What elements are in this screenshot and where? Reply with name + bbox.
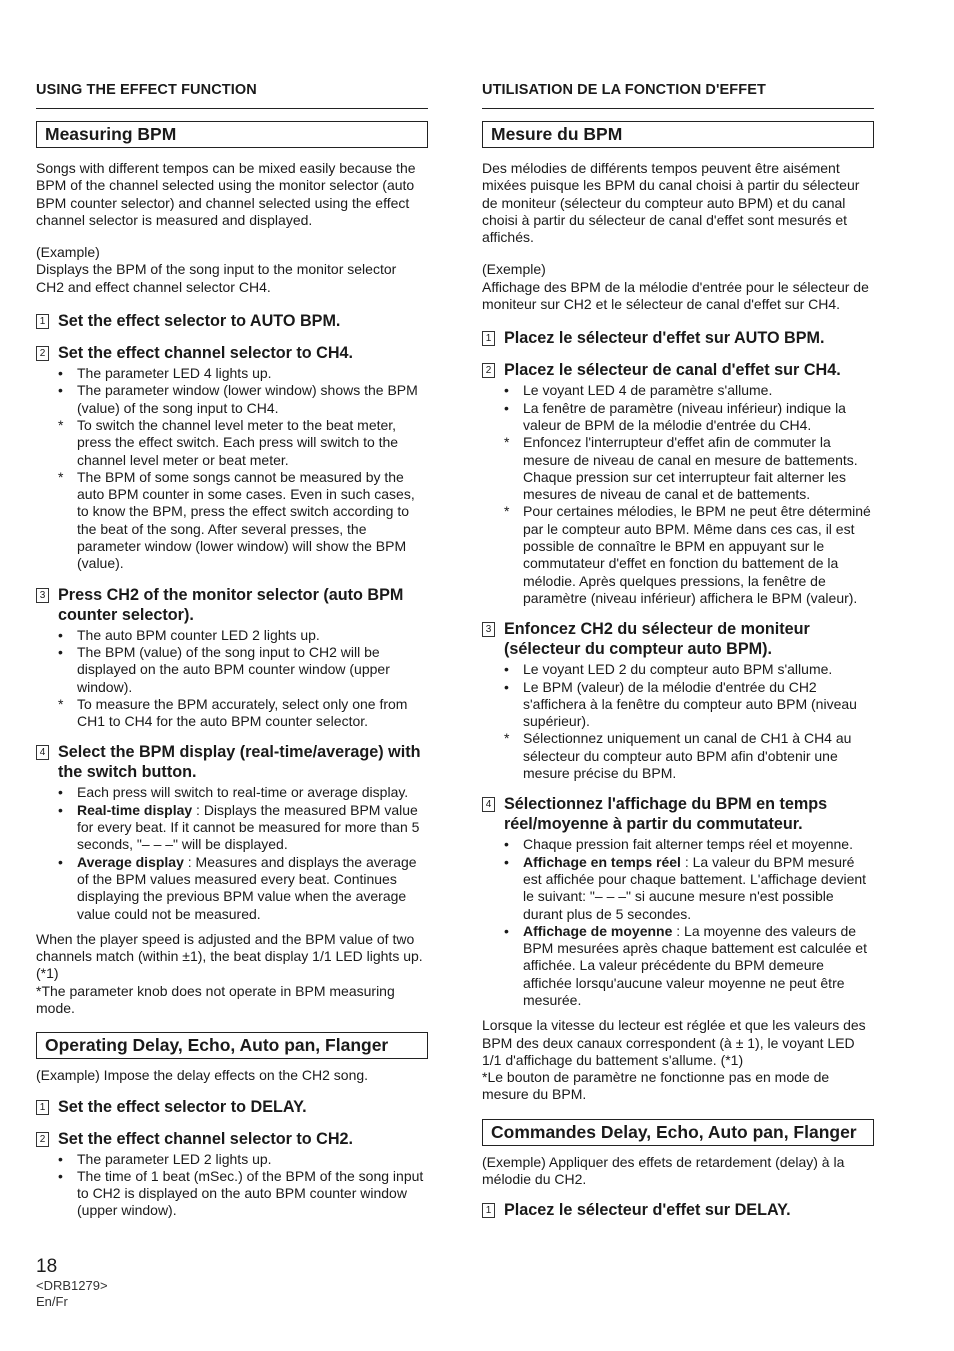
step-detail-list	[36, 784, 428, 922]
operating-delay-title: Operating Delay, Echo, Auto pan, Flanger	[36, 1032, 428, 1059]
list-item	[504, 503, 874, 607]
step-heading	[482, 1200, 874, 1220]
step-heading	[36, 742, 428, 782]
step-text: Set the effect selector to AUTO BPM.	[58, 312, 341, 331]
item-text: Chaque pression fait alterner temps réel et moyenne.	[523, 836, 853, 853]
step-number-box: 3	[482, 622, 495, 637]
bullet-marker: •	[504, 382, 509, 399]
step-number-box: 2	[36, 346, 49, 361]
asterisk-marker: *	[58, 416, 64, 433]
step-number-box: 3	[36, 588, 49, 603]
item-text: The parameter window (lower window) shows the BPM (value) of the song input to CH4.	[77, 382, 418, 416]
item-text: : Displays the measured BPM value for every beat. If it cannot be measured for more than 5 seconds, "– – –" will be displayed.	[77, 801, 420, 853]
list-item	[58, 365, 428, 382]
list-item	[504, 730, 874, 782]
step-detail-list	[482, 836, 874, 1009]
step-heading	[482, 794, 874, 834]
bullet-marker: •	[504, 661, 509, 678]
step-number-box: 1	[482, 331, 495, 346]
note-paragraph: *The parameter knob does not operate in BPM measuring mode.	[36, 982, 395, 1016]
item-text: Enfoncez l'interrupteur d'effet afin de commuter la mesure de niveau de canal en mesure de battements. Chaque pression sur cet interrupteur fait alterner les mesures de niveau de canal et de battements.	[523, 434, 858, 503]
list-item	[58, 695, 428, 731]
step-heading	[36, 343, 428, 363]
asterisk-marker: *	[504, 730, 510, 747]
step-heading	[482, 619, 874, 659]
list-item	[504, 661, 874, 678]
list-item	[504, 434, 874, 503]
item-text: The BPM of some songs cannot be measured by the auto BPM counter in some cases. Even in such cases, to know the BPM, press the effect switch according to the beat of the song. After several presses, the parameter window (lower window) will show the BPM (value).	[77, 468, 415, 572]
step-detail-list	[482, 661, 874, 782]
step-text: Placez le sélecteur de canal d'effet sur CH4.	[504, 361, 841, 380]
step-text: Placez le sélecteur d'effet sur DELAY.	[504, 1201, 791, 1220]
bullet-marker: •	[58, 626, 63, 643]
asterisk-marker: *	[58, 695, 64, 712]
step-detail-list	[482, 382, 874, 607]
intro-paragraph: (Exemple) Appliquer des effets de retardement (delay) à la mélodie du CH2.	[482, 1153, 845, 1188]
step-heading	[482, 328, 874, 348]
item-text: To measure the BPM accurately, select only one from CH1 to CH4 for the auto BPM counter selector.	[77, 695, 408, 730]
item-text: Sélectionnez uniquement un canal de CH1 à CH4 au sélecteur du compteur auto BPM afin d'obtenir une mesure précise du BPM.	[523, 730, 852, 782]
step-number-box: 2	[36, 1132, 49, 1147]
list-item	[504, 853, 874, 923]
item-text: The parameter LED 2 lights up.	[77, 1150, 272, 1167]
step-detail-list	[36, 365, 428, 573]
intro-paragraph: (Example) Impose the delay effects on the CH2 song.	[36, 1067, 369, 1084]
mesure-bpm-title: Mesure du BPM	[482, 121, 874, 148]
item-text: The BPM (value) of the song input to CH2 will be displayed on the auto BPM counter window (upper window).	[77, 643, 390, 695]
item-label: Average display	[77, 853, 184, 870]
bullet-marker: •	[504, 399, 509, 416]
step-detail-list	[36, 627, 428, 731]
intro-paragraph: Songs with different tempos can be mixed easily because the BPM of the channel selected using the monitor selector (auto BPM counter selector) and channel selected using the effect channel selector is measured and displayed.	[36, 160, 416, 228]
example-label: (Exemple)	[482, 261, 546, 278]
french-column	[482, 82, 874, 1220]
steps-list	[482, 328, 874, 1009]
steps-list	[36, 311, 428, 923]
list-item	[58, 382, 428, 417]
step-number-box: 1	[36, 314, 49, 329]
section-header: UTILISATION DE LA FONCTION D'EFFET	[482, 82, 874, 109]
list-item	[504, 836, 874, 853]
step-number-box: 4	[482, 797, 495, 812]
list-item	[58, 1150, 428, 1168]
example-text: Displays the BPM of the song input to the monitor selector CH2 and effect channel selector CH4.	[36, 261, 397, 295]
item-text: The parameter LED 4 lights up.	[77, 365, 272, 382]
example-text: Affichage des BPM de la mélodie d'entrée pour le sélecteur de moniteur sur CH2 et le sélecteur de canal d'effet sur CH4.	[482, 278, 869, 313]
step-text: Sélectionnez l'affichage du BPM en temps réel/moyenne à partir du commutateur.	[504, 795, 828, 834]
item-text: To switch the channel level meter to the beat meter, press the effect switch. Each press will switch to the channel level meter or beat meter.	[77, 416, 399, 468]
list-item	[58, 784, 428, 801]
step-text: Set the effect selector to DELAY.	[58, 1097, 307, 1116]
english-column	[36, 82, 428, 1220]
item-label: Real-time display	[77, 801, 193, 818]
item-text: Each press will switch to real-time or average display.	[77, 784, 409, 801]
step-text: Set the effect channel selector to CH4.	[58, 344, 354, 363]
step-text: Enfoncez CH2 du sélecteur de moniteur (sélecteur du compteur auto BPM).	[504, 620, 810, 659]
section-header: USING THE EFFECT FUNCTION	[36, 82, 428, 109]
item-text: : La moyenne des valeurs de BPM mesurées après chaque battement est calculée et affichée. La valeur précédente du BPM demeure affichée lorsqu'aucune valeur moyenne ne peut être mesurée.	[523, 922, 867, 1008]
step-text: Select the BPM display (real-time/average) with the switch button.	[58, 743, 421, 782]
bullet-marker: •	[58, 1150, 63, 1167]
page-number: 18	[36, 1256, 58, 1277]
bullet-marker: •	[58, 1167, 63, 1184]
bullet-marker: •	[504, 678, 509, 695]
item-label: Affichage de moyenne	[523, 922, 673, 939]
step-text: Press CH2 of the monitor selector (auto BPM counter selector).	[58, 585, 404, 624]
commandes-delay-title: Commandes Delay, Echo, Auto pan, Flanger	[482, 1119, 874, 1146]
list-item	[504, 922, 874, 1009]
list-item	[58, 1167, 428, 1220]
intro-paragraph: Des mélodies de différents tempos peuvent être aisément mixées puisque les BPM du canal choisi à partir du sélecteur de moniteur (sélecteur du compteur auto BPM) et du canal choisi à partir du sélecteur de canal d'effet sont mesurés et affichés.	[482, 160, 860, 246]
list-item	[58, 643, 428, 696]
page-footer	[36, 1256, 108, 1310]
step-number-box: 1	[36, 1100, 49, 1115]
list-item	[58, 853, 428, 923]
bullet-marker: •	[504, 922, 509, 939]
step-detail-list	[36, 1151, 428, 1220]
item-text: The time of 1 beat (mSec.) of the BPM of the song input to CH2 is displayed on the auto BPM counter window (upper window).	[77, 1167, 424, 1219]
steps-list	[36, 1097, 428, 1220]
asterisk-marker: *	[58, 468, 64, 485]
bullet-marker: •	[58, 643, 63, 660]
step-number-box: 4	[36, 745, 49, 760]
step-text: Placez le sélecteur d'effet sur AUTO BPM.	[504, 329, 825, 348]
list-item	[58, 801, 428, 854]
item-text: Le BPM (valeur) de la mélodie d'entrée du CH2 s'affichera à la fenêtre du compteur auto BPM (niveau supérieur).	[523, 678, 857, 730]
item-text: The auto BPM counter LED 2 lights up.	[77, 626, 320, 643]
example-label: (Example)	[36, 244, 100, 261]
step-heading	[36, 1097, 428, 1117]
bullet-marker: •	[504, 853, 509, 870]
language-code: En/Fr	[36, 1294, 68, 1309]
bullet-marker: •	[58, 784, 63, 801]
step-heading	[36, 585, 428, 625]
list-item	[504, 399, 874, 435]
list-item	[58, 626, 428, 644]
bullet-marker: •	[504, 836, 509, 853]
document-code: <DRB1279>	[36, 1278, 108, 1293]
asterisk-marker: *	[504, 503, 510, 520]
steps-list	[482, 1200, 874, 1220]
bullet-marker: •	[58, 365, 63, 382]
step-text: Set the effect channel selector to CH2.	[58, 1129, 354, 1148]
list-item	[58, 468, 428, 573]
step-heading	[482, 360, 874, 380]
measuring-bpm-title: Measuring BPM	[36, 121, 428, 148]
item-text: : Measures and displays the average of the BPM values measured every beat. Continues displaying the previous BPM value when the average value could not be measured.	[77, 853, 417, 922]
step-heading	[36, 1129, 428, 1149]
step-number-box: 1	[482, 1203, 495, 1218]
item-text: : La valeur du BPM mesuré est affichée pour chaque battement. L'affichage devient le suivant: "– – –" si aucune mesure n'est possible durant plus de 5 secondes.	[523, 853, 867, 922]
list-item	[58, 416, 428, 469]
item-text: Le voyant LED 4 de paramètre s'allume.	[523, 382, 773, 399]
outro-paragraph: When the player speed is adjusted and the BPM value of two channels match (within ±1), the beat display 1/1 LED lights up. (*1)	[36, 930, 423, 982]
item-label: Affichage en temps réel	[523, 853, 681, 870]
note-paragraph: *Le bouton de paramètre ne fonctionne pas en mode de mesure du BPM.	[482, 1069, 830, 1103]
list-item	[504, 382, 874, 399]
outro-paragraph: Lorsque la vitesse du lecteur est réglée et que les valeurs des BPM des deux canaux correspondent (à ± 1), le voyant LED 1/1 d'affichage du battement s'allume. (*1)	[482, 1017, 866, 1068]
list-item	[504, 678, 874, 731]
item-text: Le voyant LED 2 du compteur auto BPM s'allume.	[523, 661, 833, 678]
bullet-marker: •	[58, 853, 63, 870]
step-heading	[36, 311, 428, 331]
bullet-marker: •	[58, 801, 63, 818]
bullet-marker: •	[58, 382, 63, 399]
item-text: Pour certaines mélodies, le BPM ne peut être déterminé par le compteur auto BPM. Même dans ces cas, il est possible de connaître le BPM en appuyant sur le commutateur d'effet en fonction du battement de la mélodie. Après quelques pressions, la fenêtre de paramètre (niveau inférieur) affichera le BPM (valeur).	[523, 503, 871, 606]
item-text: La fenêtre de paramètre (niveau inférieur) indique la valeur de BPM de la mélodie d'entrée du CH4.	[523, 399, 846, 433]
asterisk-marker: *	[504, 434, 510, 451]
step-number-box: 2	[482, 363, 495, 378]
